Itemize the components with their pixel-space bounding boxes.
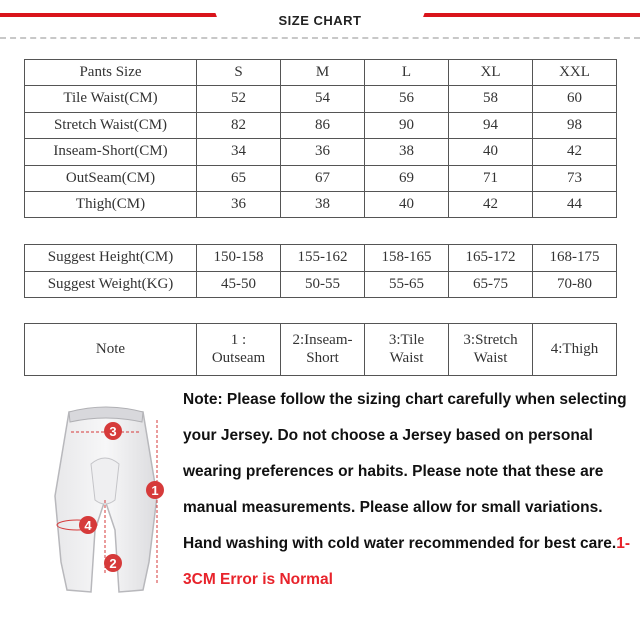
cell-line: 1 :: [230, 332, 247, 349]
table-header-row: [25, 60, 617, 86]
sizing-note: [183, 382, 633, 598]
table-cell: 90: [365, 112, 449, 138]
table-cell: 98: [533, 112, 617, 138]
cell-line: Short: [306, 349, 339, 366]
table-cell: 42: [533, 139, 617, 165]
table-row: [25, 245, 617, 272]
table-cell: 42: [449, 191, 533, 217]
table-cell: 38: [365, 139, 449, 165]
suggest-table: [24, 244, 617, 298]
table-cell: 65-75: [449, 271, 533, 298]
table-header-cell: Pants Size: [25, 60, 197, 86]
table-cell: 58: [449, 86, 533, 112]
table-cell: 150-158: [197, 245, 281, 272]
table-cell: 40: [449, 139, 533, 165]
marker-2-label: 2: [109, 556, 117, 571]
table-cell: 165-172: [449, 245, 533, 272]
table-cell: [281, 324, 365, 376]
table-row: [25, 271, 617, 298]
table-cell: 38: [281, 191, 365, 217]
table-cell: 36: [281, 139, 365, 165]
row-label: Stretch Waist(CM): [25, 112, 197, 138]
table-cell: 94: [449, 112, 533, 138]
table-cell: [365, 324, 449, 376]
table-cell: 71: [449, 165, 533, 191]
dashed-divider: [0, 37, 640, 39]
table-cell: 34: [197, 139, 281, 165]
table-cell: 86: [281, 112, 365, 138]
table-cell: 73: [533, 165, 617, 191]
row-label: Tile Waist(CM): [25, 86, 197, 112]
note-table: [24, 323, 617, 376]
cell-line: Outseam: [211, 349, 266, 366]
row-label: Suggest Weight(KG): [25, 271, 197, 298]
table-cell: 55-65: [365, 271, 449, 298]
table-header-cell: L: [365, 60, 449, 86]
cell-line: 2:Inseam-: [292, 332, 353, 349]
marker-1-label: 1: [151, 483, 159, 498]
cell-line: Waist: [389, 349, 424, 366]
table-cell: 54: [281, 86, 365, 112]
table-cell: 158-165: [365, 245, 449, 272]
table-cell: 70-80: [533, 271, 617, 298]
table-cell: 50-55: [281, 271, 365, 298]
table-row: [25, 139, 617, 165]
table-cell: 45-50: [197, 271, 281, 298]
table-cell: 65: [197, 165, 281, 191]
table-cell: 60: [533, 86, 617, 112]
table-header-cell: M: [281, 60, 365, 86]
chamois-pad: [91, 458, 119, 504]
cell-line: 3:Stretch: [463, 332, 518, 349]
table-cell: 4:Thigh: [533, 324, 617, 376]
note-body: Note: Please follow the sizing chart carefully when selecting your Jersey. Do not choose a Jersey based on personal wearing preferences or habits. Please note that these are manual measurements. Please allow for small variations. Hand washing with cold water recommended for best care.: [183, 391, 627, 552]
marker-3-label: 3: [109, 424, 117, 439]
table-row: [25, 86, 617, 112]
header: [0, 0, 640, 40]
marker-4-label: 4: [84, 518, 92, 533]
table-cell: 40: [365, 191, 449, 217]
row-label: Suggest Height(CM): [25, 245, 197, 272]
error-tolerance-note: 1-3CM Error is Normal: [183, 535, 631, 588]
row-label: Thigh(CM): [25, 191, 197, 217]
row-label: OutSeam(CM): [25, 165, 197, 191]
cell-line: Waist: [473, 349, 508, 366]
table-cell: 168-175: [533, 245, 617, 272]
cell-line: 3:Tile: [388, 332, 425, 349]
table-header-cell: S: [197, 60, 281, 86]
table-row: [25, 191, 617, 217]
table-row: [25, 165, 617, 191]
table-header-cell: XL: [449, 60, 533, 86]
size-table: [24, 59, 617, 218]
table-cell: 67: [281, 165, 365, 191]
table-cell: [197, 324, 281, 376]
table-cell: 155-162: [281, 245, 365, 272]
table-header-cell: XXL: [533, 60, 617, 86]
table-row: [25, 324, 617, 376]
table-cell: [449, 324, 533, 376]
pants-measurement-figure: [45, 400, 180, 615]
table-cell: 56: [365, 86, 449, 112]
table-cell: 36: [197, 191, 281, 217]
row-label: Note: [25, 324, 197, 376]
table-row: [25, 112, 617, 138]
table-cell: 52: [197, 86, 281, 112]
page-title: SIZE CHART: [278, 13, 362, 28]
table-cell: 82: [197, 112, 281, 138]
row-label: Inseam-Short(CM): [25, 139, 197, 165]
table-cell: 69: [365, 165, 449, 191]
table-cell: 44: [533, 191, 617, 217]
